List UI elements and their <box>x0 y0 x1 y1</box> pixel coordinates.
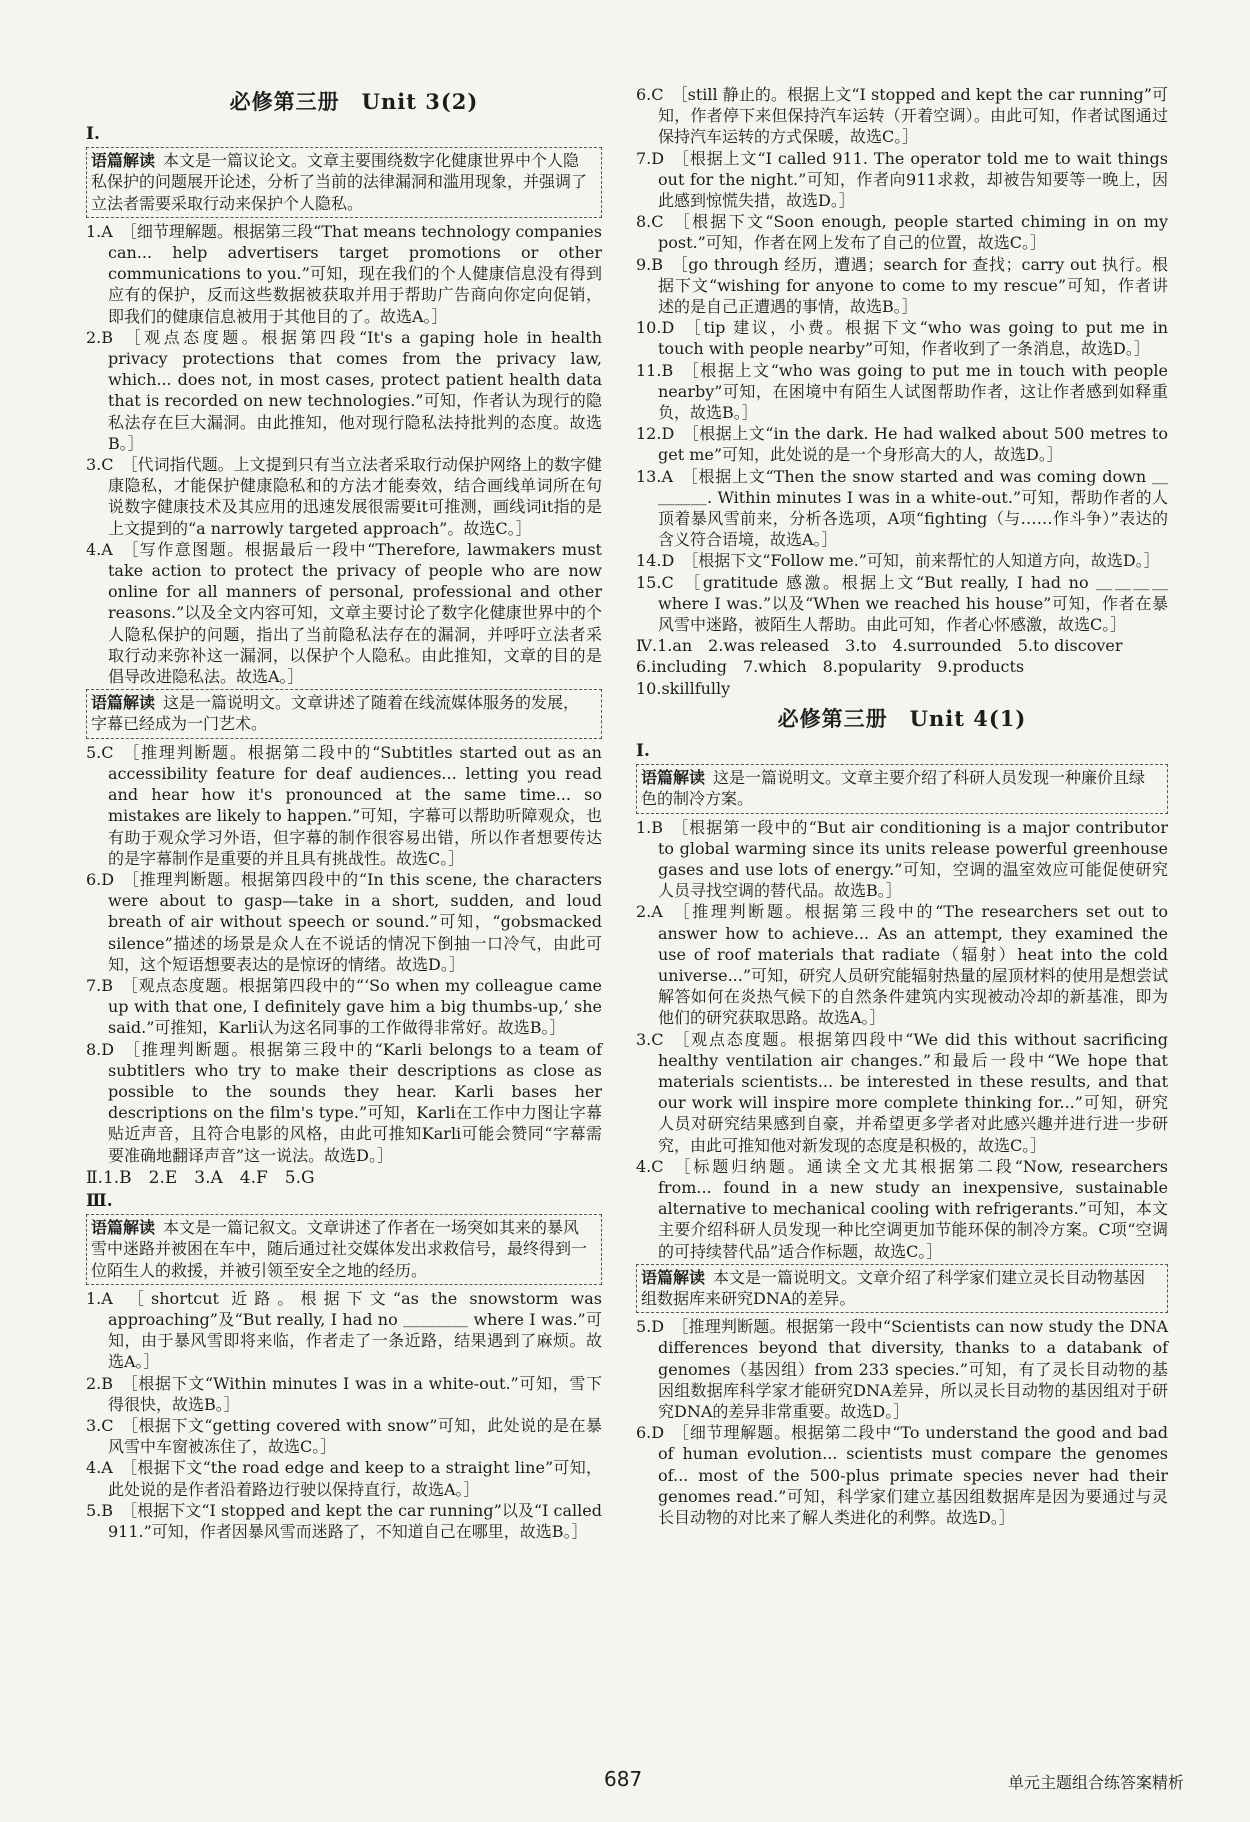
answer-number: 1.A <box>86 1288 113 1308</box>
answer-item <box>636 423 1168 465</box>
answer-item <box>636 1156 1168 1262</box>
section-2-answers: Ⅱ.1.B 2.E 3.A 4.F 5.G <box>86 1167 315 1188</box>
answer-item <box>86 1373 602 1415</box>
answer-item <box>86 975 602 1039</box>
unit-title-3-2: 必修第三册 Unit 3(2) <box>229 89 479 114</box>
answer-number: 6.D <box>636 1423 665 1443</box>
answer-list <box>86 221 602 687</box>
answer-explanation: ［go through 经历，遭遇；search for 查找；carry out 执行。根据下文“wishing for anyone to come to my rescue”可知，作者讲述的是自己正遭遇的事情，故选B。］ <box>658 254 1168 317</box>
answer-explanation: ［tip 建议，小费。根据下文“who was going to put me in touch with people nearby”可知，作者收到了一条消息，故选D。］ <box>658 318 1168 359</box>
answer-number: 2.B <box>86 327 114 347</box>
answer-explanation: ［shortcut 近路。根据下文“as the snowstorm was approaching”及“But really, I had no ＿＿＿＿ where I was.”可知，由于暴风雪即将来临，作者走了一条近路，结果遇到了麻烦。故选A。］ <box>108 1288 602 1372</box>
reading-summary-text: 这是一篇说明文。文章讲述了随着在线流媒体服务的发展，字幕已经成为一门艺术。 <box>91 693 580 734</box>
footer-title: 单元主题组合练答案精析 <box>1008 1773 1185 1792</box>
answer-explanation: ［细节理解题。根据第二段中“To understand the good and bad of human evolution... scientists must compare the genomes of... most of the 500-plus primate species never had their genomes read.”可知，科学家们建立基因组数据库是因为要通过与灵长目动物的对比来了解人类进化的利弊。故选D。］ <box>658 1423 1168 1527</box>
reading-summary-box <box>86 147 602 218</box>
reading-summary-text: 本文是一篇记叙文。文章讲述了作者在一场突如其来的暴风雪中迷路并被困在车中，随后通过社交媒体发出求救信号，最终得到一位陌生人的救援，并被引领至安全之地的经历。 <box>91 1218 588 1280</box>
section-4-row: 6.including 7.which 8.popularity 9.products <box>636 657 1025 677</box>
reading-summary-label: 语篇解读 <box>641 768 706 788</box>
reading-summary-label: 语篇解读 <box>91 1218 156 1238</box>
answer-item <box>86 221 602 327</box>
answer-number: 8.D <box>86 1039 115 1059</box>
answer-explanation: ［代词指代题。上文提到只有当立法者采取行动保护网络上的数字健康隐私，才能保护健康隐私和的方法才能奏效，结合画线单词所在句说数字健康技术及其应用的迅速发展很需要it可推测，画线词it指的是上文提到的“a narrowly targeted approach”。故选C。］ <box>108 455 602 538</box>
answer-explanation: ［推理判断题。根据第二段中的“Subtitles started out as an accessibility feature for deaf audiences... letting you read and hear how it's pronounced at the same time... so mistakes are likely to happen.”可知，字幕可以帮助听障观众，也有助于观众学习外语，但字幕的制作很容易出错，所以作者想要传达的是字幕制作是重要的并且具有挑战性。故选C。］ <box>108 742 602 868</box>
reading-summary-text: 本文是一篇说明文。文章介绍了科学家们建立灵长目动物基因组数据库来研究DNA的差异。 <box>641 1267 1146 1308</box>
answer-item <box>636 317 1168 359</box>
answer-item <box>636 211 1168 253</box>
answer-item <box>86 1457 602 1499</box>
answer-number: 5.B <box>86 1500 114 1520</box>
section-4-row: Ⅳ.1.an 2.was released 3.to 4.surrounded 5.to discover <box>636 636 1123 656</box>
section-4-row: 10.skillfully <box>636 678 731 698</box>
answer-number: 4.C <box>636 1156 664 1176</box>
answer-number: 7.B <box>86 975 114 995</box>
answer-number: 1.A <box>86 221 113 241</box>
answer-explanation: ［观点态度题。根据第四段“It's a gaping hole in health privacy protections that comes from the privacy law, which... does not, in most cases, protect patient health data that is recorded on new technologies.”可知，作者认为现行的隐私法存在巨大漏洞。由此推知，他对现行隐私法持批判的态度。故选B。］ <box>108 327 602 453</box>
answer-explanation: ［根据第一段中的“But air conditioning is a major contributor to global warming since its units release powerful greenhouse gases and use lots of energy.”可知，空调的温室效应可能促使研究人员寻找空调的替代品。故选B。］ <box>658 817 1168 901</box>
answer-item <box>636 1422 1168 1528</box>
answer-explanation: ［推理判断题。根据第一段中“Scientists can now study the DNA differences beyond that diversity, thanks to a databank of genomes（基因组）from 233 species.”可知，有了灵长目动物的基因组数据库科学家才能研究DNA差异，所以灵长目动物的基因组对于研究DNA的差异非常重要。故选D。］ <box>658 1317 1168 1421</box>
answer-explanation: ［根据下文“Follow me.”可知，前来帮忙的人知道方向，故选D。］ <box>682 551 1160 571</box>
page-number: 687 <box>604 1767 643 1791</box>
answer-number: 3.C <box>636 1029 664 1049</box>
answer-number: 5.C <box>86 742 114 762</box>
answer-item <box>86 539 602 687</box>
answer-number: 3.C <box>86 455 114 475</box>
answer-item <box>86 742 602 869</box>
answer-explanation: ［观点态度题。根据第四段中的“‘So when my colleague came up with that one, I definitely gave him a big thumbs-up,’ she said.”可推知，Karli认为这名同事的工作做得非常好。故选B。］ <box>108 975 602 1038</box>
answer-number: 4.A <box>86 539 113 559</box>
answer-list <box>636 817 1168 1262</box>
answer-number: 14.D <box>636 551 675 571</box>
reading-summary-box <box>636 1264 1168 1313</box>
answer-explanation: ［写作意图题。根据最后一段中“Therefore, lawmakers must take action to protect the privacy of people who are now online for all manners of personal, professional and other reasons.”以及全文内容可知，文章主要讨论了数字化健康世界中的个人隐私保护的问题，指出了当前隐私法存在的漏洞，并呼吁立法者采取行动来弥补这一漏洞，以保护个人隐私。由此推知，文章的目的是倡导改进隐私法。故选A。］ <box>108 539 602 687</box>
answer-number: 5.D <box>636 1317 665 1337</box>
reading-summary-box <box>86 689 602 738</box>
answer-item <box>636 254 1168 318</box>
answer-item <box>86 1415 602 1457</box>
section-label-1: Ⅰ. <box>636 740 650 761</box>
answer-item <box>636 148 1168 212</box>
reading-summary-text: 本文是一篇议论文。文章主要围绕数字化健康世界中个人隐私保护的问题展开论述，分析了当前的法律漏洞和滥用现象，并强调了立法者需要采取行动来保护个人隐私。 <box>91 151 588 213</box>
answer-explanation: ［根据下文“getting covered with snow”可知，此处说的是在暴风雪中车窗被冻住了，故选C。］ <box>108 1415 602 1457</box>
answer-explanation: ［still 静止的。根据上文“I stopped and kept the car running”可知，作者停下来但保持汽车运转（开着空调）。由此可知，作者试图通过保持汽车运转的方式保暖，故选C。］ <box>658 85 1168 147</box>
answer-explanation: ［根据上文“in the dark. He had walked about 500 metres to get me”可知，此处说的是一个身形高大的人，故选D。］ <box>658 424 1168 465</box>
answer-number: 12.D <box>636 424 675 444</box>
answer-number: 8.C <box>636 212 664 232</box>
reading-summary-label: 语篇解读 <box>91 151 156 171</box>
left-column <box>86 82 602 1542</box>
answer-explanation: ［根据上文“who was going to put me in touch with people nearby”可知，在困境中有陌生人试图帮助作者，这让作者感到如释重负，故选B。］ <box>658 360 1168 423</box>
answer-number: 11.B <box>636 360 674 380</box>
answer-list <box>86 1288 602 1542</box>
section-4-answers <box>636 635 1168 699</box>
answer-number: 2.B <box>86 1373 114 1393</box>
answer-item <box>86 1039 602 1166</box>
answer-explanation: ［根据上文“Then the snow started and was coming down ＿＿＿＿. Within minutes I was in a white-out.”可知，帮助作者的人顶着暴风雪前来，分析各选项，A项“fighting（与……作斗争）”表达的含义符合语境，故选A。］ <box>658 466 1168 550</box>
answer-item <box>636 1316 1168 1422</box>
answer-explanation: ［根据下文“Within minutes I was in a white-out.”可知，雪下得很快，故选B。］ <box>108 1373 602 1414</box>
reading-summary-box <box>86 1214 602 1285</box>
answer-explanation: ［根据下文“the road edge and keep to a straight line”可知，此处说的是作者沿着路边行驶以保持直行，故选A。］ <box>108 1458 602 1499</box>
answer-number: 2.A <box>636 902 663 922</box>
answer-number: 13.A <box>636 466 673 486</box>
answer-item <box>636 550 1168 571</box>
answer-item <box>636 84 1168 148</box>
answer-item <box>86 869 602 975</box>
answer-number: 9.B <box>636 254 664 274</box>
answer-number: 6.D <box>86 869 115 889</box>
answer-item <box>636 466 1168 551</box>
answer-item <box>86 1500 602 1542</box>
answer-explanation: ［标题归纳题。通读全文尤其根据第二段“Now, researchers from... found in a new study an inexpensive, sustainable alternative to mechanical cooling with refrigerants.”可知，本文主要介绍科研人员发现一种比空调更加节能环保的制冷方案。C项“空调的可持续替代品”适合作标题，故选C。］ <box>658 1156 1168 1261</box>
section-label-1: Ⅰ. <box>86 124 100 144</box>
right-column <box>636 84 1168 1528</box>
answer-number: 6.C <box>636 85 664 104</box>
answer-item <box>636 360 1168 424</box>
answer-item <box>636 572 1168 636</box>
answer-explanation: ［gratitude 感激。根据上文“But really, I had no ＿＿＿＿ where I was.”以及“When we reached his house”可知，作者在暴风雪中迷路，被陌生人帮助。由此可知，作者心怀感激，故选C。］ <box>658 572 1168 635</box>
answer-item <box>86 1288 602 1373</box>
unit-title-4-1: 必修第三册 Unit 4(1) <box>777 705 1027 731</box>
answer-list <box>636 1316 1168 1528</box>
answer-list <box>86 742 602 1166</box>
answer-item <box>636 901 1168 1028</box>
answer-item <box>86 454 602 539</box>
reading-summary-text: 这是一篇说明文。文章主要介绍了科研人员发现一种廉价且绿色的制冷方案。 <box>641 768 1146 809</box>
answer-explanation: ［推理判断题。根据第四段中的“In this scene, the characters were about to gasp—take in a short, sudden, and loud breath of air without speech or sound.”可知，“gobsmacked silence”描述的场景是众人在不说话的情况下倒抽一口冷气，由此可知，这个短语想要表达的是惊讶的情绪。故选D。］ <box>108 869 602 974</box>
answer-explanation: ［推理判断题。根据第三段中的“Karli belongs to a team of subtitlers who try to make their descriptions as close as possible to the sounds they hear. Karli bases her descriptions on the film's type.”可知，Karli在工作中力图让字幕贴近声音，且符合电影的风格，由此可推知Karli可能会赞同“字幕需要准确地翻译声音”这一说法。故选D。］ <box>108 1039 602 1165</box>
answer-number: 15.C <box>636 572 674 592</box>
answer-explanation: ［根据下文“Soon enough, people started chiming in on my post.”可知，作者在网上发布了自己的位置，故选C。］ <box>658 212 1168 253</box>
answer-list <box>636 84 1168 635</box>
answer-explanation: ［观点态度题。根据第四段中“We did this without sacrificing healthy ventilation air changes.”和最后一段中“We hope that materials scientists... be interested in these results, and that our work will inspire more complete thinking for...”可知，研究人员对研究结果感到自豪，并希望更多学者对此感兴趣并进行进一步研究，由此可推知他对新发现的态度是积极的，故选C。］ <box>658 1029 1168 1155</box>
answer-explanation: ［推理判断题。根据第三段中的“The researchers set out to answer how to achieve... As an attempt, they examined the use of roof materials that radiate（辐射）heat into the cold universe...”可知，研究人员研究能辐射热量的屋顶材料的使用是想尝试解答如何在炎热气候下的自然条件建筑内实现被动冷却的新基准，即为他们的研究获取思路。故选A。］ <box>658 902 1168 1028</box>
answer-explanation: ［根据下文“I stopped and kept the car running”以及“I called 911.”可知，作者因暴风雪而迷路了，不知道自己在哪里，故选B。］ <box>108 1500 602 1541</box>
answer-number: 1.B <box>636 817 664 837</box>
answer-number: 3.C <box>86 1415 114 1435</box>
answer-number: 10.D <box>636 318 675 338</box>
answer-explanation: ［细节理解题。根据第三段“That means technology companies can... help advertisers target promotions or other communications to you.”可知，现在我们的个人健康信息没有得到应有的保护，反而这些数据被获取并用于帮助广告商向你定向促销，即我们的健康信息被用于其他目的了。故选A。］ <box>108 221 602 326</box>
answer-item <box>86 327 602 454</box>
answer-explanation: ［根据上文“I called 911. The operator told me to wait things out for the night.”可知，作者向911求救，却被告知要等一晚上，因此感到惊慌失措，故选D。］ <box>658 148 1168 211</box>
answer-number: 4.A <box>86 1458 113 1478</box>
answer-number: 7.D <box>636 148 665 168</box>
reading-summary-box <box>636 764 1168 813</box>
answer-item <box>636 1029 1168 1156</box>
answer-item <box>636 817 1168 902</box>
reading-summary-label: 语篇解读 <box>91 693 156 713</box>
reading-summary-label: 语篇解读 <box>641 1267 706 1287</box>
section-label-3: Ⅲ. <box>86 1190 113 1211</box>
